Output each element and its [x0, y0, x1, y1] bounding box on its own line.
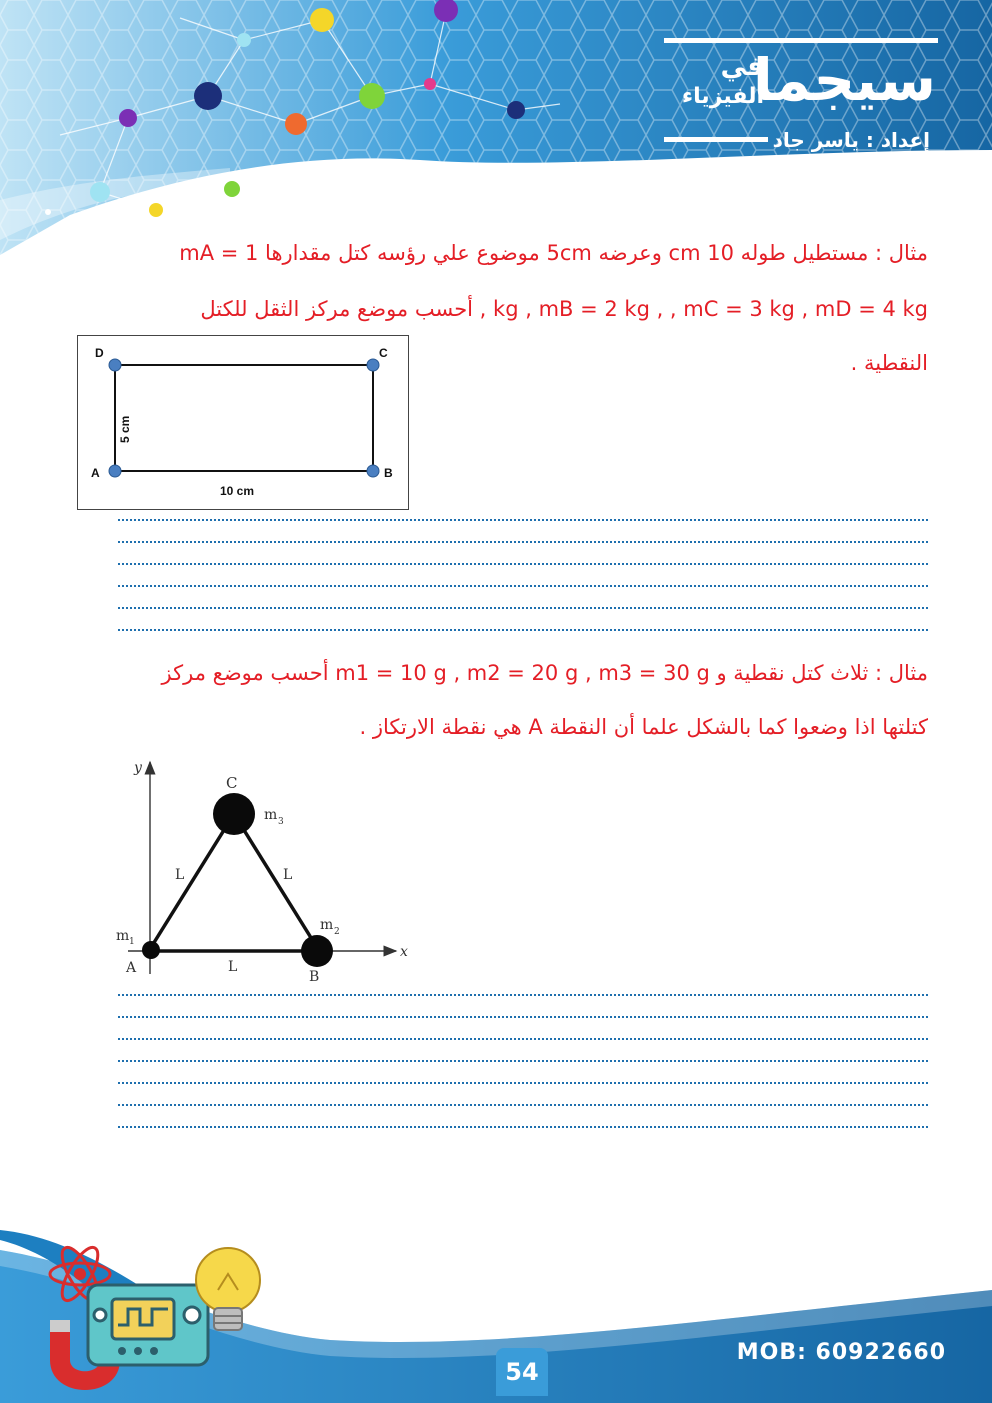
mass2-label: m: [320, 917, 334, 933]
answer-line: [118, 585, 928, 587]
example2-line1: مثال : ثلاث كتل نقطية و m1 = 10 g , m2 = 20 g , m3 = 30 g أحسب موضع مركز: [161, 661, 928, 685]
mass-a-dot: [109, 465, 121, 477]
side-left: [150, 814, 234, 949]
answer-line: [118, 1104, 928, 1106]
mass2-subscript: 2: [334, 927, 340, 937]
mass3-subscript: 3: [278, 817, 284, 827]
mass-d-dot: [109, 359, 121, 371]
height-label: 5 cm: [118, 415, 132, 443]
vertex-c-label: C: [226, 774, 238, 792]
mass-m3: [213, 793, 255, 835]
answer-line: [118, 1060, 928, 1062]
answer-line: [118, 1038, 928, 1040]
corner-a-label: A: [91, 466, 100, 480]
brand-title: سيجما: [752, 46, 936, 114]
vertex-b-label: B: [309, 969, 320, 984]
example2-line2: كتلتها اذا وضعوا كما بالشكل علما أن النقطة A هي نقطة الارتكاز .: [359, 715, 928, 739]
side-right-label: L: [283, 867, 293, 883]
answer-line: [118, 607, 928, 609]
rectangle-figure: [77, 335, 409, 510]
answer-line: [118, 1082, 928, 1084]
mass3-label: m: [264, 807, 278, 823]
corner-d-label: D: [95, 346, 104, 360]
brand-fi: في: [720, 52, 764, 82]
mobile-number: MOB: 60922660: [736, 1340, 946, 1365]
answer-line: [118, 563, 928, 565]
answer-line: [118, 1126, 928, 1128]
example1-line3: النقطية .: [850, 351, 928, 375]
example1-line1: مثال : مستطيل طوله 10 cm وعرضه 5cm موضوع علي رؤسه كتل مقدارها mA = 1: [179, 241, 928, 265]
mass-b-dot: [367, 465, 379, 477]
page-number: 54: [496, 1348, 548, 1396]
example1-line2: kg , mB = 2 kg , , mC = 3 kg , mD = 4 kg , أحسب موضع مركز الثقل للكتل: [200, 297, 928, 321]
answer-line: [118, 1016, 928, 1018]
width-label: 10 cm: [220, 484, 255, 498]
y-axis-label: y: [134, 760, 142, 776]
oscilloscope-icon: [88, 1285, 208, 1365]
corner-c-label: C: [379, 346, 388, 360]
vertex-a-label: A: [126, 960, 137, 976]
mass1-label: m: [116, 928, 130, 944]
side-left-label: L: [175, 867, 185, 883]
mass1-subscript: 1: [129, 937, 135, 947]
brand-top-rule: [664, 38, 938, 43]
triangle-figure: [108, 752, 418, 984]
mass-m1: [142, 941, 160, 959]
author-credit: إعداد : ياسر جاد: [772, 128, 930, 152]
corner-b-label: B: [384, 466, 393, 480]
answer-line: [118, 629, 928, 631]
answer-line: [118, 519, 928, 521]
side-bottom-label: L: [228, 959, 238, 975]
brand-bottom-rule: [664, 137, 768, 142]
answer-line: [118, 994, 928, 996]
mass-c-dot: [367, 359, 379, 371]
mass-m2: [301, 935, 333, 967]
x-axis-label: x: [400, 944, 408, 960]
brand-subject: الفيزياء: [681, 84, 764, 109]
answer-line: [118, 541, 928, 543]
side-right: [234, 814, 318, 949]
